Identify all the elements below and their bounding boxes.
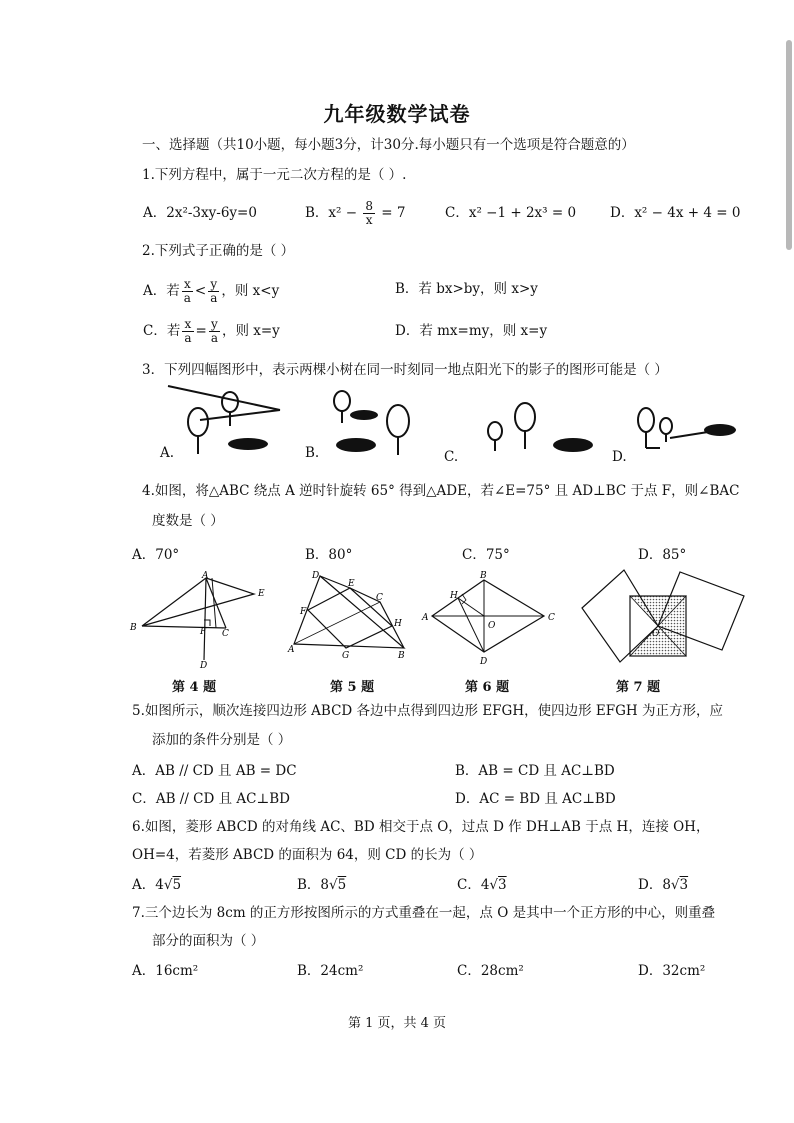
q1-option-d: D．x² − 4x + 4 = 0 bbox=[610, 205, 741, 221]
q7-option-a: A．16cm² bbox=[132, 963, 199, 979]
q2-option-c bbox=[143, 318, 280, 345]
q3-figure-b bbox=[320, 385, 440, 460]
q4-option-d: D．85° bbox=[638, 547, 687, 563]
q6-a-radicand: 5 bbox=[172, 877, 182, 893]
f4-label-f: F bbox=[200, 627, 207, 637]
q1-b-suffix: = 7 bbox=[381, 205, 406, 221]
q7-option-b: B．24cm² bbox=[297, 963, 364, 979]
f5-label-g: G bbox=[342, 651, 350, 660]
f4-label-b: B bbox=[130, 623, 137, 633]
scrollbar[interactable] bbox=[784, 40, 794, 250]
q3-option-b: B. bbox=[305, 445, 320, 461]
q5-option-d: D．AC = BD 且 AC⊥BD bbox=[455, 791, 616, 807]
q1-b-fraction bbox=[363, 200, 375, 227]
q7-option-d: D．32cm² bbox=[638, 963, 706, 979]
f6-label-h: H bbox=[450, 591, 458, 601]
q7-stem-line1: 7.三个边长为 8cm 的正方形按图所示的方式重叠在一起，点 O 是其中一个正方形的中心，则重叠 bbox=[132, 905, 716, 921]
f6-label-a: A bbox=[422, 613, 429, 623]
q2-option-d: D．若 mx=my，则 x=y bbox=[395, 323, 548, 339]
q1-stem: 1.下列方程中，属于一元二次方程的是（ ）. bbox=[142, 167, 407, 183]
q1-option-a: A．2x²-3xy-6y=0 bbox=[143, 205, 257, 221]
q4-stem-line1: 4.如图，将△ABC 绕点 A 逆时针旋转 65° 得到△ADE，若∠E=75° 且 AD⊥BC 于点 F，则∠BAC bbox=[142, 483, 740, 499]
q2-a-num2: y bbox=[208, 278, 219, 292]
q2-a-frac1 bbox=[182, 278, 193, 305]
figure-4-caption: 第 4 题 bbox=[172, 680, 217, 695]
f4-label-c: C bbox=[222, 629, 229, 639]
q3-figure-c bbox=[465, 395, 595, 465]
q3-option-c: C. bbox=[444, 449, 459, 465]
q6-b-prefix: B．8√ bbox=[297, 877, 338, 893]
q2-c-num1: x bbox=[182, 318, 193, 332]
section-heading: 一、选择题（共10小题，每小题3分，计30分.每小题只有一个选项是符合题意的） bbox=[142, 137, 635, 153]
q1-b-num: 8 bbox=[365, 199, 373, 213]
q5-option-b: B．AB = CD 且 AC⊥BD bbox=[455, 763, 615, 779]
f5-label-f: F bbox=[300, 607, 307, 617]
q2-a-num1: x bbox=[182, 278, 193, 292]
figure-7-caption: 第 7 题 bbox=[616, 680, 661, 695]
q2-c-op: = bbox=[195, 323, 207, 339]
f5-label-e: E bbox=[348, 579, 355, 589]
q6-b-radicand: 5 bbox=[337, 877, 347, 893]
q6-option-a bbox=[132, 876, 181, 894]
q4-option-b: B．80° bbox=[305, 547, 353, 563]
q2-option-b: B．若 bx>by，则 x>y bbox=[395, 281, 538, 297]
q2-a-suffix: ，则 x<y bbox=[221, 283, 280, 299]
q5-option-a: A．AB // CD 且 AB = DC bbox=[132, 763, 297, 779]
q3-figure-a bbox=[160, 380, 290, 460]
f5-label-b: B bbox=[398, 651, 405, 660]
q2-c-prefix: C．若 bbox=[143, 323, 181, 339]
q7-option-c: C．28cm² bbox=[457, 963, 524, 979]
q2-a-prefix: A．若 bbox=[143, 283, 180, 299]
q2-option-a bbox=[143, 278, 279, 305]
q2-a-den1: a bbox=[183, 291, 191, 305]
f6-label-d: D bbox=[480, 657, 488, 666]
figure-5-caption: 第 5 题 bbox=[330, 680, 375, 695]
q2-c-suffix: ，则 x=y bbox=[221, 323, 280, 339]
q3-option-a: A. bbox=[160, 445, 175, 461]
f4-label-a: A bbox=[202, 571, 209, 581]
q6-d-prefix: D．8√ bbox=[638, 877, 680, 893]
q6-a-prefix: A．4√ bbox=[132, 877, 173, 893]
page-footer: 第 1 页，共 4 页 bbox=[347, 1016, 447, 1031]
q1-option-b bbox=[305, 200, 406, 227]
q2-a-den2: a bbox=[210, 291, 218, 305]
q2-c-num2: y bbox=[209, 318, 220, 332]
q2-c-den1: a bbox=[184, 331, 192, 345]
q6-c-prefix: C．4√ bbox=[457, 877, 499, 893]
f5-label-d: D bbox=[312, 571, 320, 581]
q6-option-d bbox=[638, 876, 688, 894]
f7-label-o: O bbox=[652, 629, 660, 639]
q6-c-radicand: 3 bbox=[498, 877, 507, 893]
figure-4 bbox=[126, 568, 274, 674]
f6-label-c: C bbox=[548, 613, 555, 623]
q6-stem-line1: 6.如图，菱形 ABCD 的对角线 AC、BD 相交于点 O，过点 D 作 DH⊥AB 于点 H，连接 OH， bbox=[132, 819, 710, 835]
figure-6 bbox=[418, 568, 558, 666]
q3-option-d: D. bbox=[612, 449, 627, 465]
q2-c-frac1 bbox=[182, 318, 193, 345]
f5-label-c: C bbox=[376, 593, 383, 603]
q1-option-c: C．x² −1 + 2x³ = 0 bbox=[445, 205, 577, 221]
page-title: 九年级数学试卷 bbox=[323, 102, 471, 126]
q6-stem-line2: OH=4，若菱形 ABCD 的面积为 64，则 CD 的长为（ ） bbox=[132, 847, 483, 863]
f5-label-a: A bbox=[288, 645, 295, 655]
f6-label-b: B bbox=[480, 571, 487, 581]
q3-figure-d bbox=[630, 400, 750, 460]
q2-c-den2: a bbox=[210, 331, 218, 345]
q5-stem-line1: 5.如图所示，顺次连接四边形 ABCD 各边中点得到四边形 EFGH，使四边形 EFGH 为正方形，应 bbox=[132, 703, 723, 719]
q6-option-b bbox=[297, 876, 346, 894]
q4-option-c: C．75° bbox=[462, 547, 510, 563]
q2-a-frac2 bbox=[208, 278, 219, 305]
q7-stem-line2: 部分的面积为（ ） bbox=[152, 933, 265, 949]
q4-stem-line2: 度数是（ ） bbox=[152, 513, 224, 529]
figure-5 bbox=[286, 568, 408, 660]
figure-6-caption: 第 6 题 bbox=[465, 680, 510, 695]
q6-option-c bbox=[457, 876, 507, 894]
q2-c-frac2 bbox=[209, 318, 220, 345]
q1-b-den: x bbox=[365, 213, 373, 227]
f5-label-h: H bbox=[394, 619, 402, 629]
f4-label-d: D bbox=[200, 661, 208, 671]
q5-stem-line2: 添加的条件分别是（ ） bbox=[152, 732, 292, 748]
q3-stem: 3．下列四幅图形中，表示两棵小树在同一时刻同一地点阳光下的影子的图形可能是（ ） bbox=[142, 362, 668, 378]
q2-stem: 2.下列式子正确的是（ ） bbox=[142, 243, 295, 259]
figure-7 bbox=[580, 568, 750, 668]
f6-label-o: O bbox=[488, 621, 496, 631]
q5-option-c: C．AB // CD 且 AC⊥BD bbox=[132, 791, 290, 807]
f4-label-e: E bbox=[258, 589, 265, 599]
q2-a-op: < bbox=[194, 283, 207, 299]
scrollbar-thumb[interactable] bbox=[786, 40, 792, 250]
q4-option-a: A．70° bbox=[132, 547, 180, 563]
q6-d-radicand: 3 bbox=[679, 877, 689, 893]
q1-b-prefix: B．x² − bbox=[305, 205, 358, 221]
